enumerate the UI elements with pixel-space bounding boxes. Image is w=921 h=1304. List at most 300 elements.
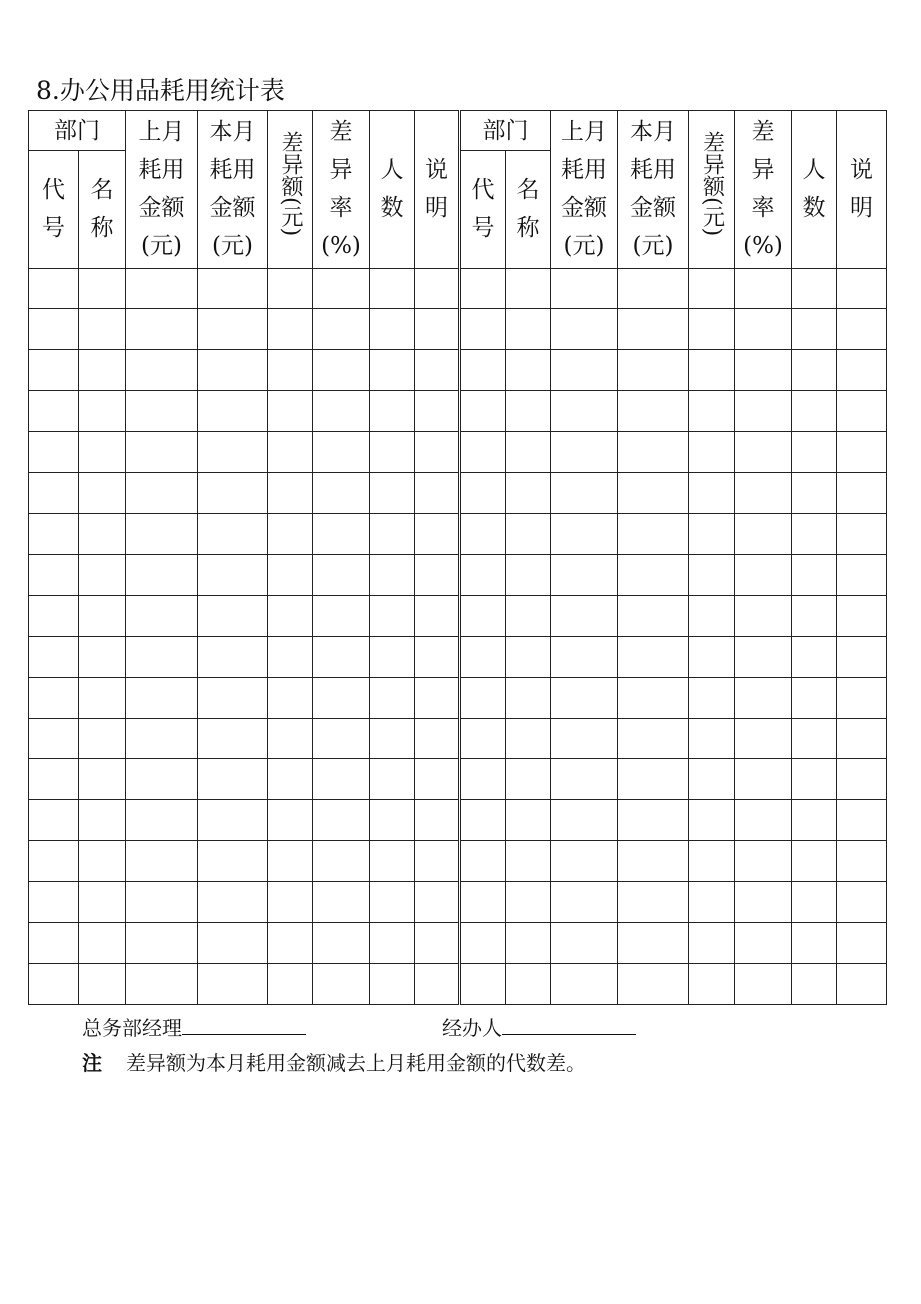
table-cell[interactable] — [551, 718, 618, 759]
table-cell[interactable] — [198, 841, 268, 882]
table-cell[interactable] — [506, 963, 551, 1004]
table-cell[interactable] — [618, 514, 689, 555]
table-cell[interactable] — [370, 636, 415, 677]
table-cell[interactable] — [618, 718, 689, 759]
header-diff-rate-label: 差 异 率 (%) — [321, 119, 361, 260]
table-cell[interactable] — [460, 432, 506, 473]
table-cell[interactable] — [689, 350, 735, 391]
table-cell[interactable] — [735, 882, 792, 923]
table-cell[interactable] — [460, 718, 506, 759]
table-cell[interactable] — [735, 432, 792, 473]
table-cell[interactable] — [551, 554, 618, 595]
table-cell[interactable] — [198, 882, 268, 923]
table-cell[interactable] — [370, 841, 415, 882]
table-cell[interactable] — [198, 923, 268, 964]
table-cell[interactable] — [126, 841, 198, 882]
table-cell[interactable] — [837, 473, 887, 514]
handler-signature-line[interactable] — [502, 1012, 636, 1035]
table-cell[interactable] — [79, 636, 126, 677]
table-cell[interactable] — [198, 554, 268, 595]
table-cell[interactable] — [460, 923, 506, 964]
table-cell[interactable] — [79, 554, 126, 595]
table-cell[interactable] — [370, 391, 415, 432]
table-cell[interactable] — [618, 350, 689, 391]
table-cell[interactable] — [370, 350, 415, 391]
table-cell[interactable] — [735, 923, 792, 964]
table-cell[interactable] — [79, 882, 126, 923]
table-cell[interactable] — [551, 514, 618, 555]
table-cell[interactable] — [126, 595, 198, 636]
table-cell[interactable] — [689, 514, 735, 555]
table-cell[interactable] — [198, 514, 268, 555]
table-cell[interactable] — [29, 554, 79, 595]
table-cell[interactable] — [370, 759, 415, 800]
table-cell[interactable] — [370, 309, 415, 350]
table-cell[interactable] — [506, 268, 551, 309]
table-cell[interactable] — [29, 432, 79, 473]
table-cell[interactable] — [551, 595, 618, 636]
table-cell[interactable] — [415, 718, 460, 759]
table-cell[interactable] — [460, 473, 506, 514]
table-cell[interactable] — [79, 350, 126, 391]
table-cell[interactable] — [313, 636, 370, 677]
header-last-month-label: 上月 耗用 金额 (元) — [138, 119, 185, 260]
table-cell[interactable] — [689, 432, 735, 473]
table-cell[interactable] — [618, 882, 689, 923]
table-cell[interactable] — [126, 963, 198, 1004]
table-cell[interactable] — [792, 800, 837, 841]
table-cell[interactable] — [618, 759, 689, 800]
table-row — [29, 268, 887, 309]
manager-signature-line[interactable] — [182, 1012, 306, 1035]
table-cell[interactable] — [460, 882, 506, 923]
table-cell[interactable] — [792, 309, 837, 350]
table-cell[interactable] — [618, 841, 689, 882]
table-cell[interactable] — [837, 963, 887, 1004]
table-cell[interactable] — [29, 391, 79, 432]
table-cell[interactable] — [837, 514, 887, 555]
table-cell[interactable] — [506, 923, 551, 964]
header-code-label-right: 代号 — [471, 177, 495, 242]
table-cell[interactable] — [506, 677, 551, 718]
table-cell[interactable] — [689, 309, 735, 350]
table-cell[interactable] — [792, 514, 837, 555]
table-cell[interactable] — [415, 350, 460, 391]
table-cell[interactable] — [79, 841, 126, 882]
table-cell[interactable] — [126, 514, 198, 555]
table-cell[interactable] — [551, 391, 618, 432]
table-cell[interactable] — [29, 309, 79, 350]
table-cell[interactable] — [126, 677, 198, 718]
table-cell[interactable] — [460, 554, 506, 595]
table-cell[interactable] — [415, 554, 460, 595]
table-cell[interactable] — [313, 677, 370, 718]
table-cell[interactable] — [618, 595, 689, 636]
table-cell[interactable] — [268, 963, 313, 1004]
table-cell[interactable] — [415, 432, 460, 473]
table-cell[interactable] — [79, 595, 126, 636]
table-cell[interactable] — [29, 268, 79, 309]
table-cell[interactable] — [735, 677, 792, 718]
table-cell[interactable] — [689, 554, 735, 595]
table-cell[interactable] — [689, 677, 735, 718]
table-cell[interactable] — [79, 923, 126, 964]
table-cell[interactable] — [689, 759, 735, 800]
table-cell[interactable] — [460, 595, 506, 636]
table-cell[interactable] — [689, 391, 735, 432]
table-cell[interactable] — [198, 677, 268, 718]
table-cell[interactable] — [370, 473, 415, 514]
table-cell[interactable] — [735, 636, 792, 677]
table-cell[interactable] — [551, 882, 618, 923]
table-cell[interactable] — [313, 514, 370, 555]
table-cell[interactable] — [735, 800, 792, 841]
table-row — [29, 514, 887, 555]
table-cell[interactable] — [79, 309, 126, 350]
table-cell[interactable] — [551, 841, 618, 882]
manager-label: 总务部经理 — [82, 1016, 182, 1040]
table-cell[interactable] — [735, 309, 792, 350]
table-cell[interactable] — [506, 759, 551, 800]
table-cell[interactable] — [735, 759, 792, 800]
table-cell[interactable] — [29, 800, 79, 841]
table-cell[interactable] — [268, 759, 313, 800]
table-cell[interactable] — [313, 554, 370, 595]
table-cell[interactable] — [689, 963, 735, 1004]
table-cell[interactable] — [460, 350, 506, 391]
table-cell[interactable] — [126, 718, 198, 759]
table-cell[interactable] — [313, 391, 370, 432]
table-cell[interactable] — [268, 350, 313, 391]
table-cell[interactable] — [506, 473, 551, 514]
table-cell[interactable] — [837, 391, 887, 432]
table-cell[interactable] — [837, 923, 887, 964]
table-cell[interactable] — [268, 514, 313, 555]
table-cell[interactable] — [837, 718, 887, 759]
table-cell[interactable] — [689, 718, 735, 759]
table-cell[interactable] — [370, 677, 415, 718]
table-cell[interactable] — [792, 841, 837, 882]
table-cell[interactable] — [689, 636, 735, 677]
table-cell[interactable] — [735, 514, 792, 555]
table-cell[interactable] — [618, 268, 689, 309]
table-cell[interactable] — [415, 391, 460, 432]
table-cell[interactable] — [460, 636, 506, 677]
table-cell[interactable] — [198, 636, 268, 677]
table-cell[interactable] — [29, 963, 79, 1004]
table-cell[interactable] — [689, 268, 735, 309]
table-cell[interactable] — [618, 554, 689, 595]
table-cell[interactable] — [79, 432, 126, 473]
table-cell[interactable] — [268, 677, 313, 718]
table-cell[interactable] — [198, 391, 268, 432]
table-cell[interactable] — [198, 350, 268, 391]
table-cell[interactable] — [29, 923, 79, 964]
table-cell[interactable] — [29, 841, 79, 882]
table-cell[interactable] — [29, 636, 79, 677]
table-cell[interactable] — [618, 923, 689, 964]
table-cell[interactable] — [126, 759, 198, 800]
table-cell[interactable] — [837, 841, 887, 882]
table-cell[interactable] — [313, 268, 370, 309]
table-cell[interactable] — [313, 309, 370, 350]
table-cell[interactable] — [551, 473, 618, 514]
table-cell[interactable] — [735, 963, 792, 1004]
table-cell[interactable] — [126, 923, 198, 964]
table-cell[interactable] — [198, 473, 268, 514]
table-cell[interactable] — [618, 963, 689, 1004]
table-cell[interactable] — [551, 268, 618, 309]
table-cell[interactable] — [551, 759, 618, 800]
table-cell[interactable] — [415, 800, 460, 841]
table-cell[interactable] — [268, 923, 313, 964]
table-cell[interactable] — [79, 677, 126, 718]
table-cell[interactable] — [792, 963, 837, 1004]
table-cell[interactable] — [126, 800, 198, 841]
table-cell[interactable] — [837, 350, 887, 391]
table-cell[interactable] — [735, 554, 792, 595]
table-cell[interactable] — [415, 268, 460, 309]
table-cell[interactable] — [415, 677, 460, 718]
table-cell[interactable] — [313, 841, 370, 882]
table-cell[interactable] — [370, 595, 415, 636]
table-cell[interactable] — [313, 923, 370, 964]
table-cell[interactable] — [29, 677, 79, 718]
note-text: 差异额为本月耗用金额减去上月耗用金额的代数差。 — [126, 1051, 586, 1075]
table-cell[interactable] — [313, 800, 370, 841]
table-cell[interactable] — [460, 391, 506, 432]
table-row — [29, 759, 887, 800]
table-cell[interactable] — [79, 718, 126, 759]
table-cell[interactable] — [551, 963, 618, 1004]
table-cell[interactable] — [837, 432, 887, 473]
table-cell[interactable] — [551, 677, 618, 718]
table-cell[interactable] — [313, 882, 370, 923]
table-cell[interactable] — [792, 718, 837, 759]
table-cell[interactable] — [29, 759, 79, 800]
table-cell[interactable] — [268, 473, 313, 514]
table-cell[interactable] — [618, 473, 689, 514]
table-cell[interactable] — [29, 718, 79, 759]
table-cell[interactable] — [618, 636, 689, 677]
table-cell[interactable] — [837, 882, 887, 923]
header-row-1 — [29, 111, 887, 151]
table-cell[interactable] — [370, 963, 415, 1004]
table-cell[interactable] — [837, 268, 887, 309]
table-cell[interactable] — [126, 391, 198, 432]
table-cell[interactable] — [415, 882, 460, 923]
table-cell[interactable] — [79, 800, 126, 841]
table-cell[interactable] — [792, 350, 837, 391]
table-cell[interactable] — [689, 800, 735, 841]
table-cell[interactable] — [837, 677, 887, 718]
table-cell[interactable] — [268, 841, 313, 882]
table-cell[interactable] — [618, 432, 689, 473]
table-cell[interactable] — [792, 554, 837, 595]
table-cell[interactable] — [126, 882, 198, 923]
table-cell[interactable] — [313, 759, 370, 800]
table-cell[interactable] — [79, 514, 126, 555]
table-cell[interactable] — [198, 963, 268, 1004]
table-cell[interactable] — [792, 391, 837, 432]
table-cell[interactable] — [735, 350, 792, 391]
table-cell[interactable] — [268, 391, 313, 432]
table-cell[interactable] — [313, 718, 370, 759]
table-cell[interactable] — [313, 432, 370, 473]
table-cell[interactable] — [415, 473, 460, 514]
table-cell[interactable] — [735, 841, 792, 882]
table-cell[interactable] — [198, 759, 268, 800]
table-cell[interactable] — [460, 309, 506, 350]
table-cell[interactable] — [79, 473, 126, 514]
table-cell[interactable] — [506, 350, 551, 391]
table-cell[interactable] — [618, 391, 689, 432]
table-cell[interactable] — [415, 759, 460, 800]
table-cell[interactable] — [198, 595, 268, 636]
table-cell[interactable] — [126, 350, 198, 391]
table-cell[interactable] — [370, 432, 415, 473]
table-cell[interactable] — [198, 309, 268, 350]
table-cell[interactable] — [268, 268, 313, 309]
table-cell[interactable] — [415, 514, 460, 555]
table-cell[interactable] — [506, 882, 551, 923]
table-cell[interactable] — [837, 636, 887, 677]
table-cell[interactable] — [198, 800, 268, 841]
table-cell[interactable] — [79, 391, 126, 432]
table-cell[interactable] — [29, 514, 79, 555]
table-cell[interactable] — [79, 268, 126, 309]
table-cell[interactable] — [268, 636, 313, 677]
table-cell[interactable] — [837, 800, 887, 841]
table-cell[interactable] — [126, 554, 198, 595]
table-cell[interactable] — [689, 595, 735, 636]
table-cell[interactable] — [460, 800, 506, 841]
table-cell[interactable] — [506, 514, 551, 555]
table-cell[interactable] — [29, 882, 79, 923]
table-cell[interactable] — [370, 554, 415, 595]
table-cell[interactable] — [415, 595, 460, 636]
table-cell[interactable] — [415, 963, 460, 1004]
table-cell[interactable] — [551, 432, 618, 473]
table-cell[interactable] — [837, 309, 887, 350]
table-cell[interactable] — [268, 432, 313, 473]
table-cell[interactable] — [551, 800, 618, 841]
table-cell[interactable] — [689, 923, 735, 964]
table-cell[interactable] — [792, 432, 837, 473]
table-cell[interactable] — [735, 595, 792, 636]
table-cell[interactable] — [506, 432, 551, 473]
table-cell[interactable] — [198, 268, 268, 309]
table-cell[interactable] — [79, 963, 126, 1004]
table-cell[interactable] — [506, 841, 551, 882]
table-cell[interactable] — [618, 800, 689, 841]
table-cell[interactable] — [460, 268, 506, 309]
table-cell[interactable] — [792, 595, 837, 636]
table-cell[interactable] — [689, 841, 735, 882]
table-cell[interactable] — [792, 759, 837, 800]
table-cell[interactable] — [460, 514, 506, 555]
table-cell[interactable] — [460, 841, 506, 882]
table-cell[interactable] — [735, 718, 792, 759]
table-cell[interactable] — [506, 391, 551, 432]
table-cell[interactable] — [735, 268, 792, 309]
table-cell[interactable] — [370, 800, 415, 841]
table-cell[interactable] — [506, 309, 551, 350]
table-cell[interactable] — [792, 882, 837, 923]
table-cell[interactable] — [551, 350, 618, 391]
table-cell[interactable] — [268, 309, 313, 350]
table-cell[interactable] — [198, 432, 268, 473]
table-cell[interactable] — [551, 309, 618, 350]
table-cell[interactable] — [370, 718, 415, 759]
table-cell[interactable] — [415, 309, 460, 350]
table-cell[interactable] — [837, 759, 887, 800]
table-cell[interactable] — [268, 718, 313, 759]
table-cell[interactable] — [415, 841, 460, 882]
table-cell[interactable] — [370, 268, 415, 309]
table-cell[interactable] — [313, 963, 370, 1004]
table-cell[interactable] — [370, 923, 415, 964]
table-cell[interactable] — [198, 718, 268, 759]
table-cell[interactable] — [506, 554, 551, 595]
table-cell[interactable] — [735, 473, 792, 514]
table-cell[interactable] — [313, 595, 370, 636]
table-cell[interactable] — [268, 554, 313, 595]
table-cell[interactable] — [126, 309, 198, 350]
table-cell[interactable] — [506, 718, 551, 759]
table-cell[interactable] — [792, 677, 837, 718]
table-cell[interactable] — [79, 759, 126, 800]
table-cell[interactable] — [837, 595, 887, 636]
table-cell[interactable] — [689, 882, 735, 923]
table-cell[interactable] — [268, 882, 313, 923]
table-cell[interactable] — [370, 514, 415, 555]
table-cell[interactable] — [792, 636, 837, 677]
table-cell[interactable] — [551, 636, 618, 677]
table-cell[interactable] — [126, 636, 198, 677]
table-cell[interactable] — [460, 963, 506, 1004]
table-cell[interactable] — [126, 268, 198, 309]
table-cell[interactable] — [618, 677, 689, 718]
footnote — [82, 1048, 586, 1078]
table-cell[interactable] — [126, 432, 198, 473]
table-cell[interactable] — [837, 554, 887, 595]
table-cell[interactable] — [551, 923, 618, 964]
table-cell[interactable] — [460, 759, 506, 800]
table-cell[interactable] — [268, 800, 313, 841]
table-cell[interactable] — [370, 882, 415, 923]
table-cell[interactable] — [29, 595, 79, 636]
table-cell[interactable] — [313, 473, 370, 514]
table-cell[interactable] — [313, 350, 370, 391]
table-cell[interactable] — [506, 636, 551, 677]
table-cell[interactable] — [792, 473, 837, 514]
table-cell[interactable] — [415, 636, 460, 677]
table-cell[interactable] — [415, 923, 460, 964]
table-cell[interactable] — [792, 923, 837, 964]
table-cell[interactable] — [29, 473, 79, 514]
table-cell[interactable] — [268, 595, 313, 636]
table-cell[interactable] — [792, 268, 837, 309]
table-cell[interactable] — [689, 473, 735, 514]
table-cell[interactable] — [126, 473, 198, 514]
table-cell[interactable] — [618, 309, 689, 350]
table-cell[interactable] — [506, 595, 551, 636]
table-cell[interactable] — [735, 391, 792, 432]
table-cell[interactable] — [506, 800, 551, 841]
table-cell[interactable] — [460, 677, 506, 718]
table-cell[interactable] — [29, 350, 79, 391]
